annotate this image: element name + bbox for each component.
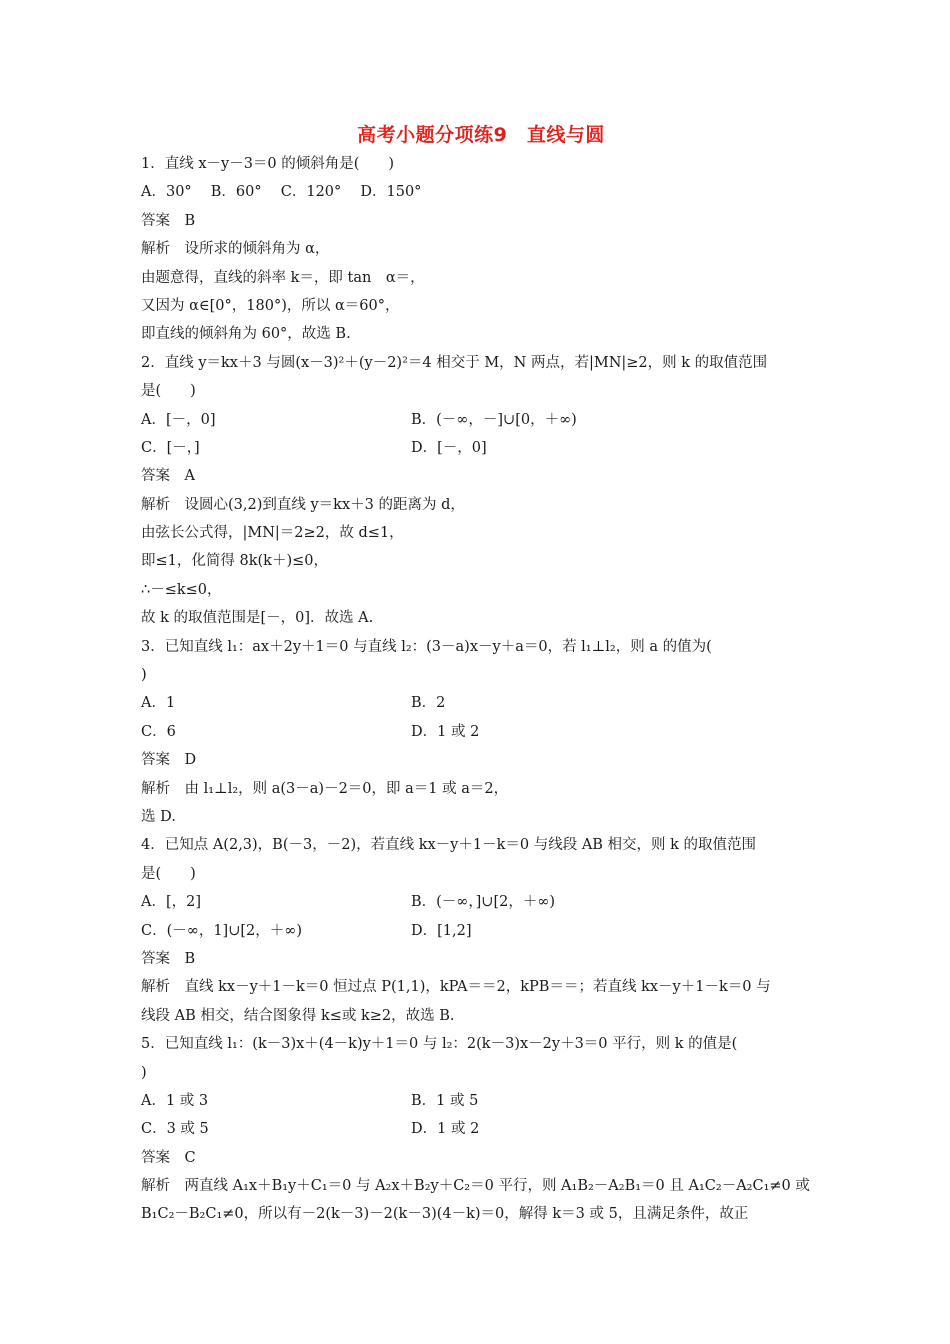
- question-2-options-row: [141, 434, 821, 462]
- question-5-analysis-line: 解析 两直线 A₁x＋B₁y＋C₁＝0 与 A₂x＋B₂y＋C₂＝0 平行，则 A₁B₂－A₂B₁＝0 且 A₁C₂－A₂C₁≠0 或: [141, 1178, 810, 1195]
- question-5-analysis-line: B₁C₂－B₂C₁≠0，所以有－2(k－3)－2(k－3)(4－k)＝0，解得 k＝3 或 5，且满足条件，故正: [141, 1206, 749, 1223]
- question-4-stem-line: 是( ): [141, 865, 196, 882]
- document-page: [141, 120, 821, 1229]
- question-2-analysis-line: 故 k 的取值范围是[－，0]．故选 A.: [141, 610, 374, 627]
- question-3-stem-line: 3．已知直线 l₁：ax＋2y＋1＝0 与直线 l₂：(3－a)x－y＋a＝0，若 l₁⊥l₂，则 a 的值为(: [141, 638, 712, 655]
- question-3-analysis-line: 解析 由 l₁⊥l₂，则 a(3－a)－2＝0，即 a＝1 或 a＝2，: [141, 780, 509, 797]
- question-3-answer: 答案 D: [141, 752, 197, 769]
- question-4-options-row: [141, 917, 821, 945]
- option-c: C．[－，]: [141, 439, 200, 456]
- question-5-answer: 答案 C: [141, 1149, 196, 1166]
- option-c: C．6: [141, 723, 176, 740]
- option-b: B．(－∞，]∪[2，＋∞): [411, 894, 556, 911]
- option-a: A．1 或 3: [141, 1092, 209, 1109]
- option-a: A．1: [141, 695, 176, 712]
- question-5-options-row: [141, 1115, 821, 1143]
- question-4-options-row: [141, 888, 821, 916]
- option-d: D．1 或 2: [411, 1121, 480, 1138]
- option-a: A．[－，0]: [141, 411, 216, 428]
- option-d: D．1 或 2: [411, 723, 480, 740]
- question-1-analysis-line: 又因为 α∈[0°，180°)，所以 α＝60°，: [141, 297, 400, 314]
- question-3-analysis-line: 选 D.: [141, 808, 176, 825]
- option-c: C．3 或 5: [141, 1121, 209, 1138]
- question-4-stem-line: 4．已知点 A(2,3)，B(－3，－2)，若直线 kx－y＋1－k＝0 与线段 AB 相交，则 k 的取值范围: [141, 837, 757, 854]
- question-1-analysis-line: 解析 设所求的倾斜角为 α，: [141, 241, 330, 258]
- question-4-answer: 答案 B: [141, 950, 196, 967]
- question-5-options-row: [141, 1087, 821, 1115]
- question-2-stem-line: 是( ): [141, 383, 196, 400]
- question-3-options-row: [141, 689, 821, 717]
- question-3-options-row: [141, 718, 821, 746]
- option-c: C．(－∞，1]∪[2，＋∞): [141, 922, 302, 939]
- question-2-analysis-line: 由弦长公式得，|MN|＝2≥2，故 d≤1，: [141, 525, 404, 542]
- option-b: B．1 或 5: [411, 1092, 479, 1109]
- question-5-stem-line: ): [141, 1064, 147, 1081]
- option-b: B．(－∞，－]∪[0，＋∞): [411, 411, 577, 428]
- question-2-analysis-line: 即≤1，化简得 8k(k＋)≤0，: [141, 553, 328, 570]
- question-2-stem-line: 2．直线 y＝kx＋3 与圆(x－3)²＋(y－2)²＝4 相交于 M，N 两点，若|MN|≥2，则 k 的取值范围: [141, 354, 768, 371]
- option-b: B．2: [411, 695, 446, 712]
- question-3-stem-line: ): [141, 667, 147, 684]
- question-2-options-row: [141, 406, 821, 434]
- question-4-analysis-line: 解析 直线 kx－y＋1－k＝0 恒过点 P(1,1)，kPA＝＝2，kPB＝＝；若直线 kx－y＋1－k＝0 与: [141, 979, 771, 996]
- question-1-analysis-line: 由题意得，直线的斜率 k＝，即 tan α＝，: [141, 269, 425, 286]
- question-1-answer: 答案 B: [141, 212, 196, 229]
- question-2-analysis-line: 解析 设圆心(3,2)到直线 y＝kx＋3 的距离为 d，: [141, 496, 465, 513]
- question-2-analysis-line: ∴－≤k≤0，: [141, 581, 222, 598]
- question-1-stem: 1．直线 x－y－3＝0 的倾斜角是( ): [141, 156, 395, 172]
- page-title: 高考小题分项练9 直线与圆: [357, 124, 605, 146]
- option-a: A．[，2]: [141, 894, 202, 911]
- option-d: D．[1,2]: [411, 922, 472, 939]
- question-1-analysis-line: 即直线的倾斜角为 60°，故选 B.: [141, 326, 351, 343]
- question-4-analysis-line: 线段 AB 相交，结合图象得 k≤或 k≥2，故选 B.: [141, 1007, 455, 1024]
- question-2-answer: 答案 A: [141, 468, 195, 485]
- option-d: D．[－，0]: [411, 439, 487, 456]
- question-5-stem-line: 5．已知直线 l₁：(k－3)x＋(4－k)y＋1＝0 与 l₂：2(k－3)x－2y＋3＝0 平行，则 k 的值是(: [141, 1036, 738, 1053]
- question-1-options: A．30° B．60° C．120° D．150°: [141, 184, 422, 201]
